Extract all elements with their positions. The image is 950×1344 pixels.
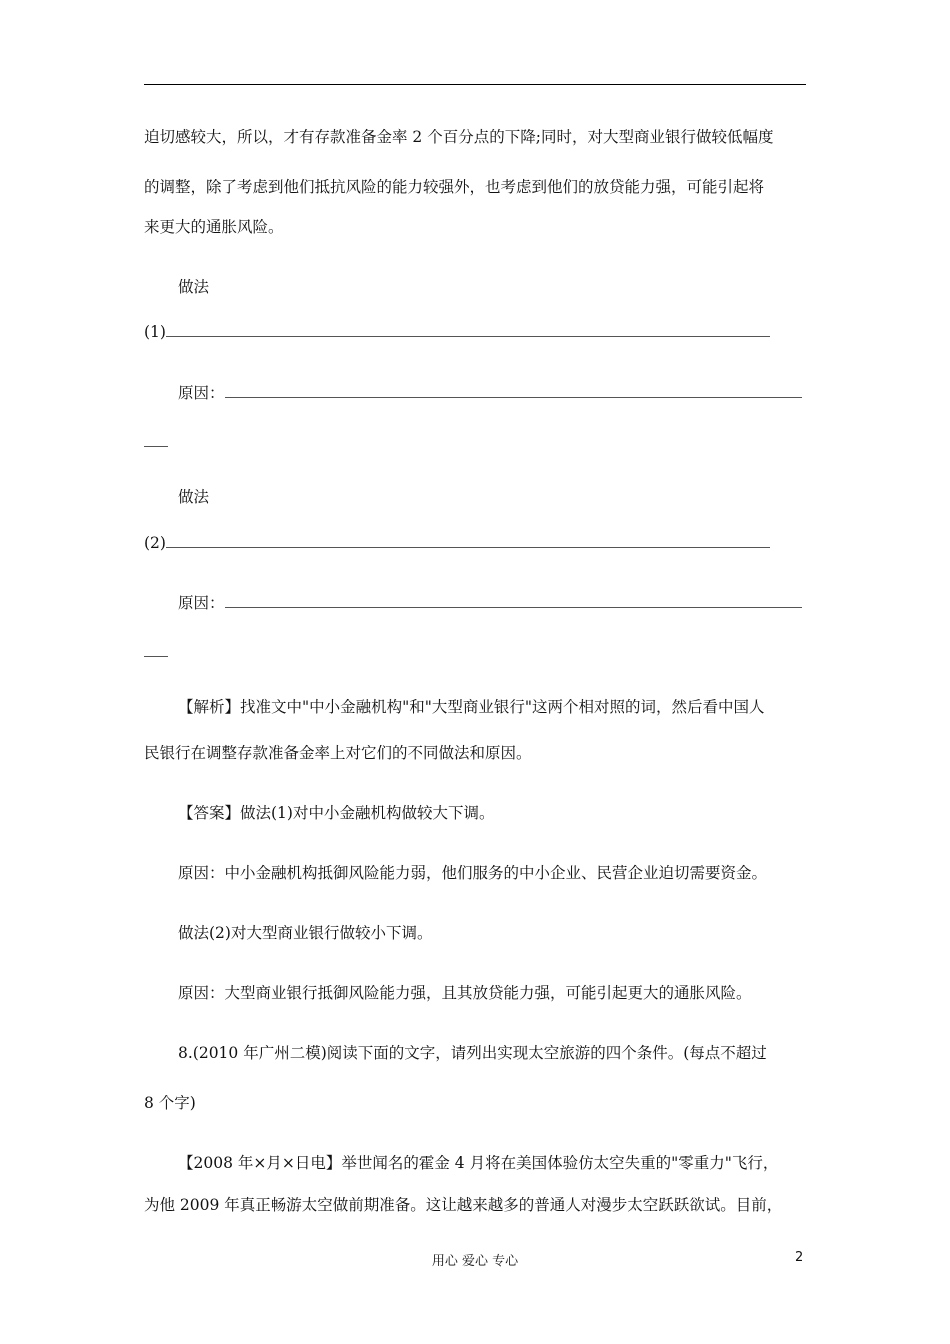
method-answer-row-1 <box>144 322 806 342</box>
method-number-2: (2) <box>144 534 166 552</box>
method-label-1: 做法 <box>178 278 210 296</box>
method-label-2: 做法 <box>178 488 210 506</box>
method-answer-row-2 <box>144 533 806 553</box>
reason-row-2 <box>178 593 806 613</box>
reason-row-1 <box>178 383 806 403</box>
reason-label-1: 原因： <box>178 384 225 402</box>
header-rule <box>144 84 806 85</box>
news-line-2: 为他 2009 年真正畅游太空做前期准备。这让越来越多的普通人对漫步太空跃跃欲试。目前， <box>144 1196 783 1214</box>
answer-line-1: 【答案】做法(1)对中小金融机构做较大下调。 <box>178 804 495 822</box>
news-line-1: 【2008 年×月×日电】举世闻名的霍金 4 月将在美国体验仿太空失重的"零重力"飞行， <box>178 1154 779 1172</box>
method-answer-blank-1[interactable] <box>166 324 770 337</box>
question8-line-1: 8.(2010 年广州二模)阅读下面的文字，请列出实现太空旅游的四个条件。(每点不超过 <box>178 1044 767 1062</box>
analysis-line-2: 民银行在调整存款准备金率上对它们的不同做法和原因。 <box>144 744 532 762</box>
para1-line-2: 的调整，除了考虑到他们抵抗风险的能力较强外，也考虑到他们的放贷能力强，可能引起将 <box>144 178 765 196</box>
reason-blank-1[interactable] <box>225 385 802 398</box>
method-number-1: (1) <box>144 323 166 341</box>
answer-line-4: 原因：大型商业银行抵御风险能力强，且其放贷能力强，可能引起更大的通胀风险。 <box>178 984 752 1002</box>
analysis-line-1: 【解析】找准文中"中小金融机构"和"大型商业银行"这两个相对照的词，然后看中国人 <box>178 698 765 716</box>
reason-blank-2[interactable] <box>225 595 802 608</box>
answer-line-3: 做法(2)对大型商业银行做较小下调。 <box>178 924 433 942</box>
footer-slogan: 用心 爱心 专心 <box>431 1254 519 1269</box>
page-number: 2 <box>795 1250 804 1265</box>
para1-line-3: 来更大的通胀风险。 <box>144 218 284 236</box>
para1-line-1: 迫切感较大，所以，才有存款准备金率 2 个百分点的下降;同时，对大型商业银行做较低幅度 <box>144 128 774 146</box>
reason-blank-1-continuation <box>144 446 168 447</box>
method-answer-blank-2[interactable] <box>166 535 770 548</box>
question8-line-2: 8 个字) <box>144 1094 196 1112</box>
reason-label-2: 原因： <box>178 594 225 612</box>
reason-blank-2-continuation <box>144 656 168 657</box>
answer-line-2: 原因：中小金融机构抵御风险能力弱，他们服务的中小企业、民营企业迫切需要资金。 <box>178 864 768 882</box>
